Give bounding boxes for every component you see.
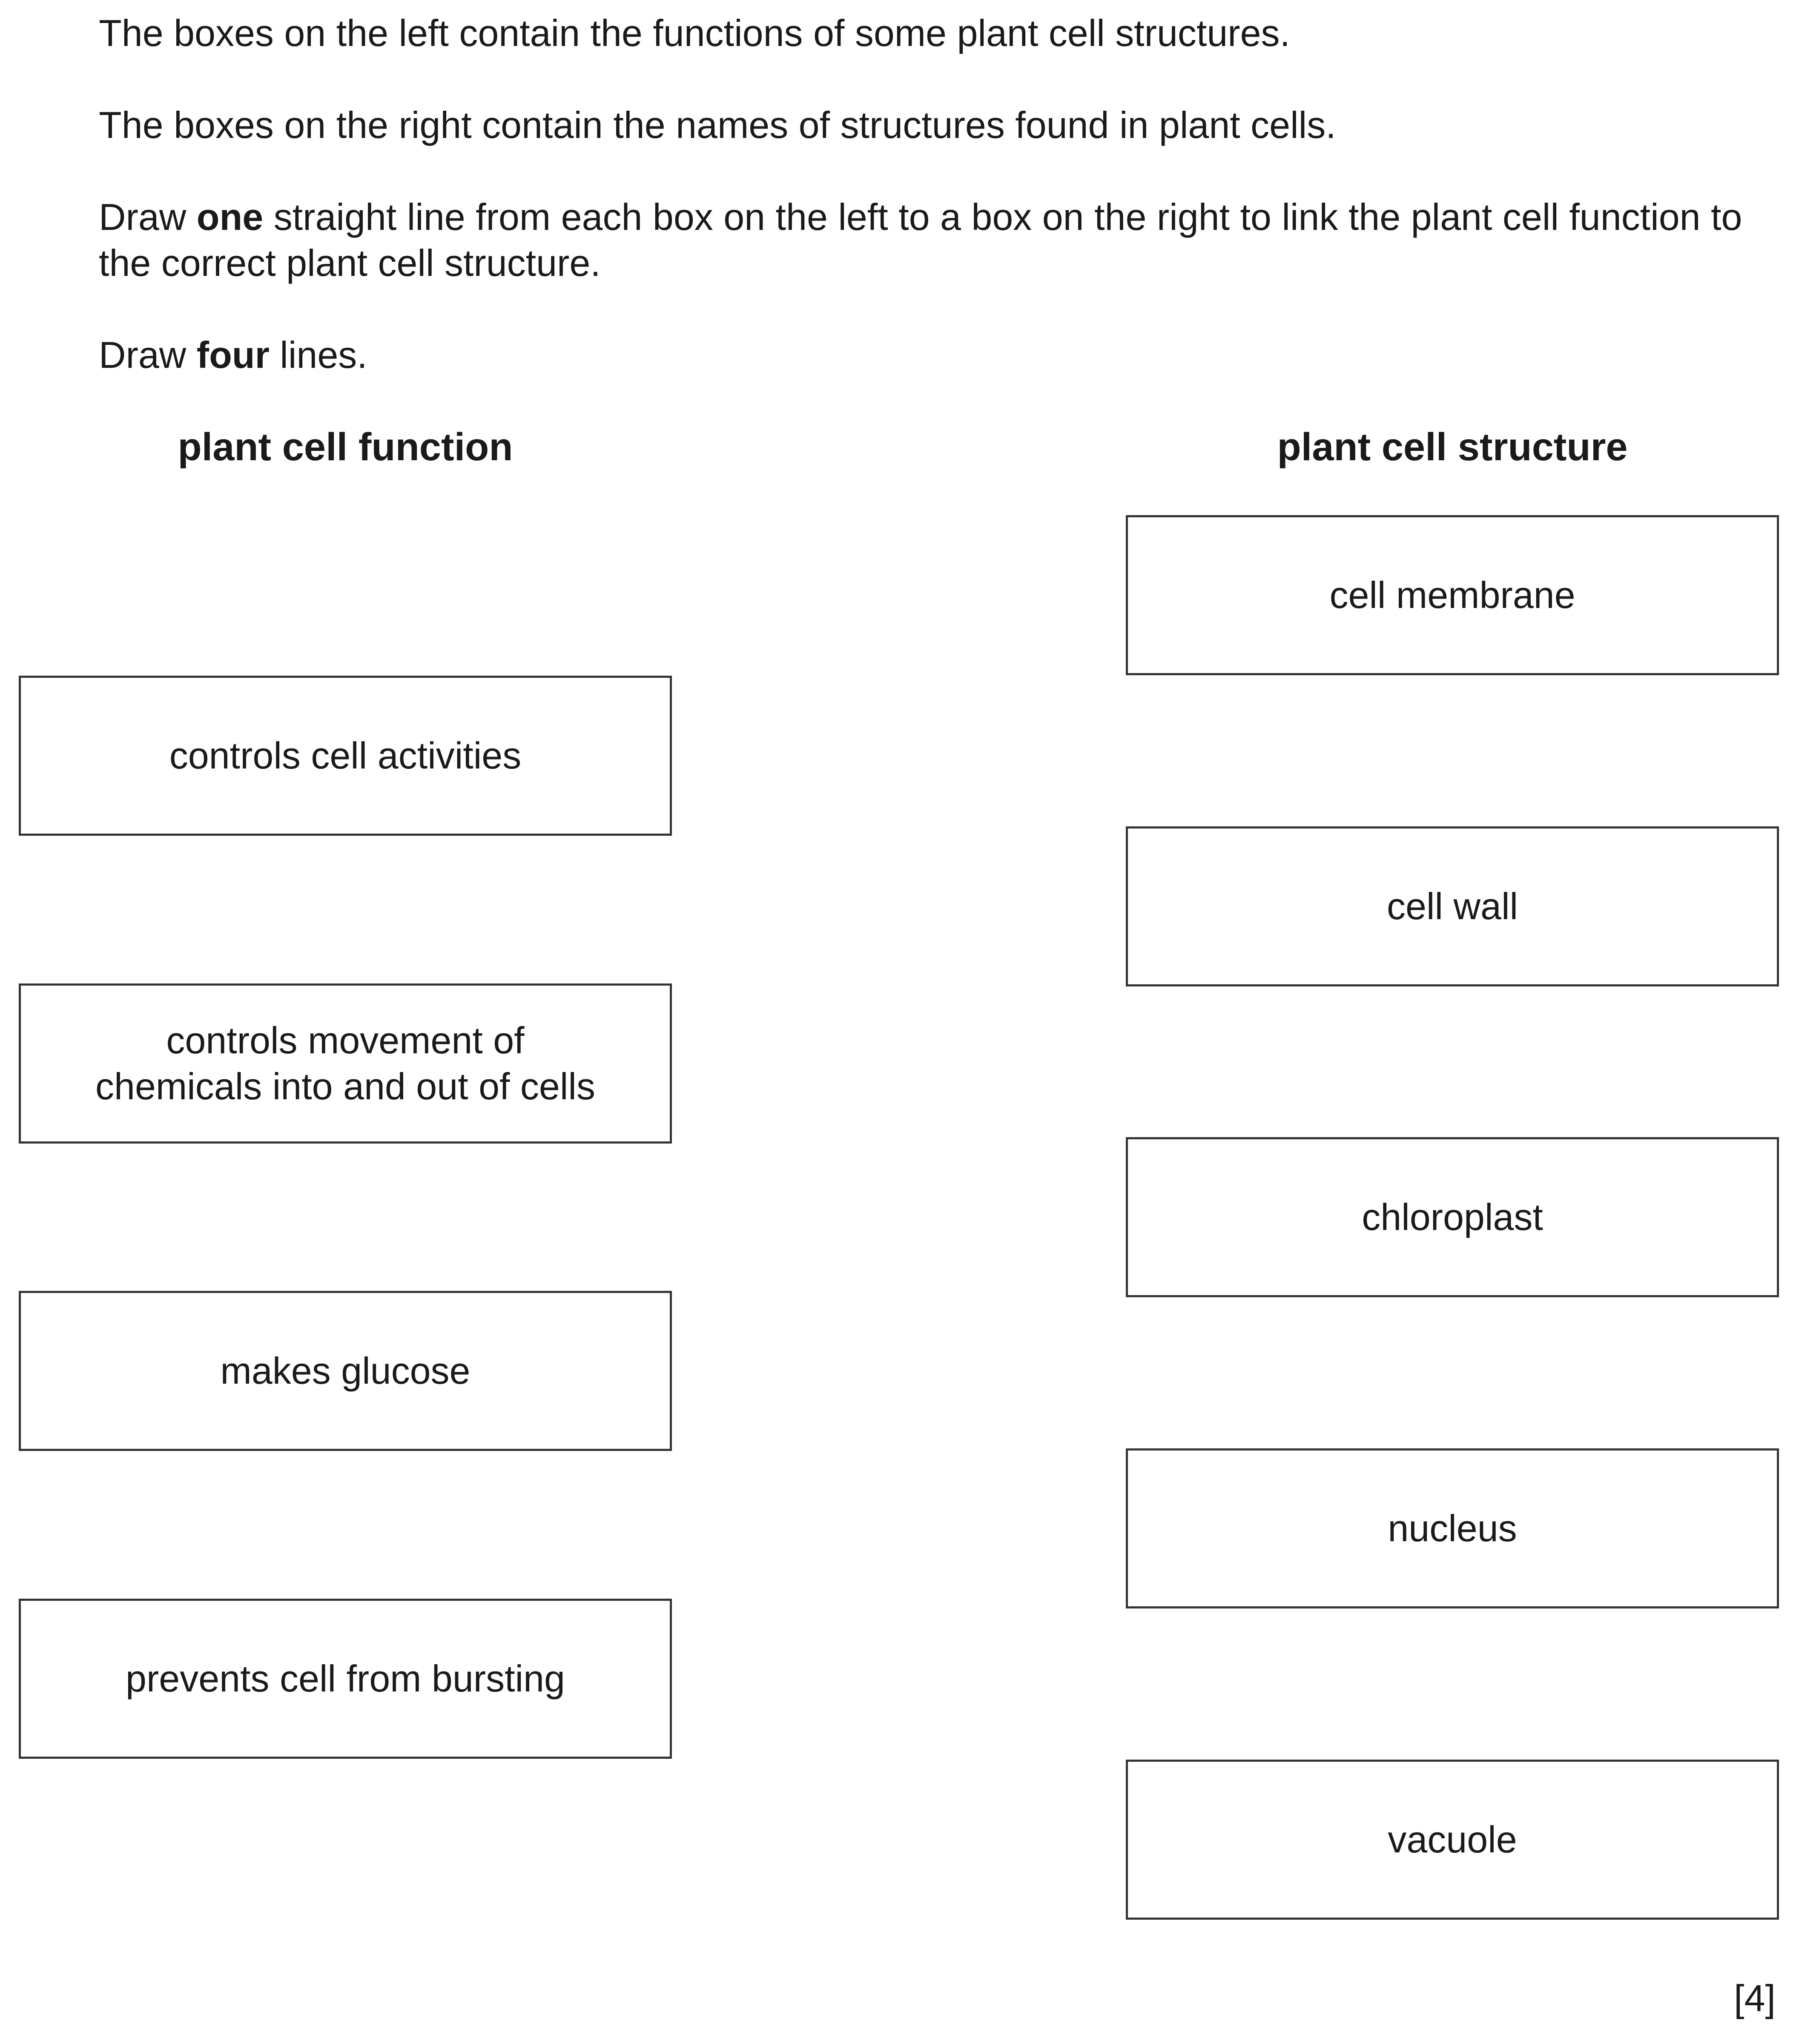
marks-label: [4] <box>1734 1977 1776 2019</box>
structure-column-heading: plant cell structure <box>1277 425 1628 469</box>
instruction-draw-four <box>99 332 1776 378</box>
function-box-prevents-bursting[interactable] <box>19 1599 672 1759</box>
function-box-label: controls cell activities <box>169 734 522 777</box>
instruction-functions <box>99 10 1776 56</box>
structure-box-cell-membrane[interactable] <box>1126 515 1779 675</box>
instruction-functions-text: The boxes on the left contain the functions of some plant cell structures. <box>99 12 1290 54</box>
instruction-structures-text: The boxes on the right contain the names of structures found in plant cells. <box>99 104 1336 146</box>
structure-box-label: cell membrane <box>1329 574 1575 616</box>
instruction-draw-four-bold: four <box>196 334 270 376</box>
function-box-controls-movement[interactable] <box>19 983 672 1144</box>
instruction-structures <box>99 102 1776 148</box>
instruction-draw-four-pre: Draw <box>99 334 197 376</box>
function-box-label-line1: controls movement of <box>166 1019 525 1061</box>
function-box-controls-activities[interactable] <box>19 676 672 836</box>
structure-box-vacuole[interactable] <box>1126 1760 1779 1920</box>
function-box-label <box>95 1018 595 1109</box>
structure-box-label: nucleus <box>1388 1507 1517 1549</box>
structure-box-label: chloroplast <box>1362 1196 1543 1238</box>
structure-box-cell-wall[interactable] <box>1126 826 1779 986</box>
function-box-makes-glucose[interactable] <box>19 1291 672 1451</box>
structure-box-nucleus[interactable] <box>1126 1448 1779 1608</box>
function-box-label: makes glucose <box>220 1350 471 1392</box>
function-box-label-line2: chemicals into and out of cells <box>95 1065 595 1107</box>
instruction-draw-one-pre: Draw <box>99 196 197 238</box>
instruction-draw-four-post: lines. <box>269 334 367 376</box>
function-box-label: prevents cell from bursting <box>126 1657 565 1700</box>
structure-box-label: vacuole <box>1388 1818 1517 1861</box>
instruction-draw-one-post: straight line from each box on the left to a box on the right to link the plant cell function to the correct plant cell structure. <box>99 196 1742 284</box>
function-column-heading: plant cell function <box>178 425 513 469</box>
structure-box-label: cell wall <box>1386 885 1518 927</box>
structure-box-chloroplast[interactable] <box>1126 1137 1779 1297</box>
instruction-draw-one-bold: one <box>196 196 264 238</box>
instruction-draw-one <box>99 194 1776 286</box>
